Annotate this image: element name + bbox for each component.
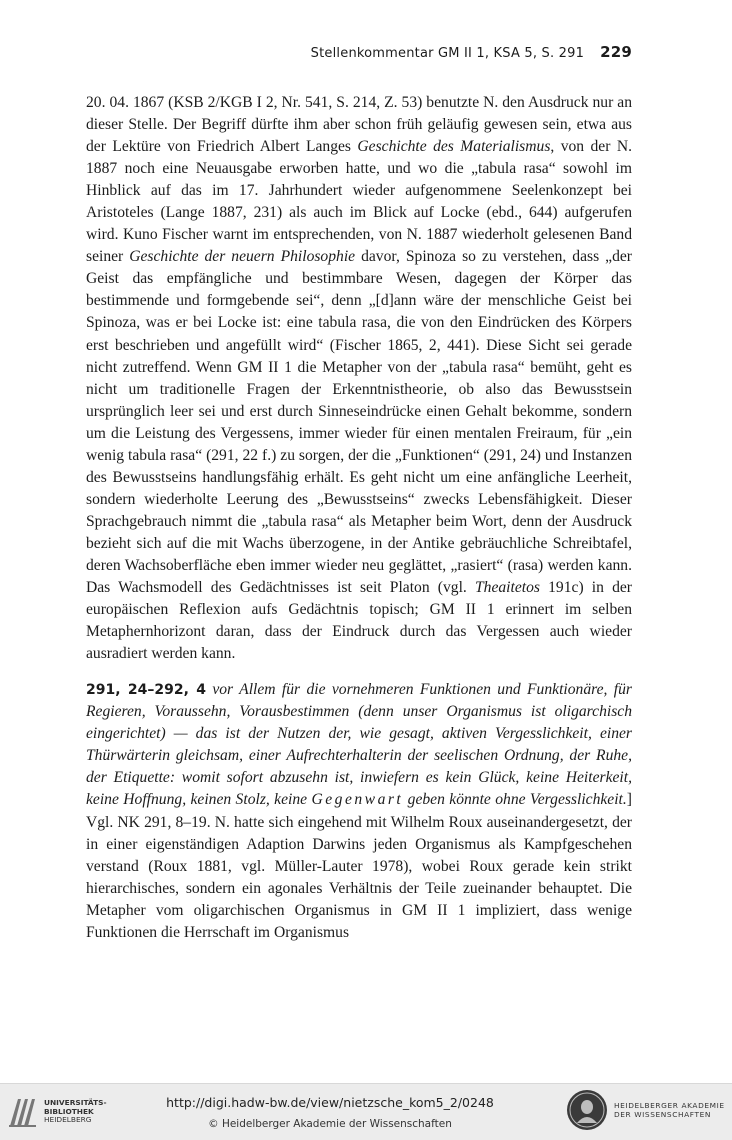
main-text [86, 92, 632, 944]
text-run: 20. 04. 1867 (KSB 2/KGB I 2, Nr. 541, S. 214, Z. 53) benutzte N. den Ausdruck nur an dieser Stelle. Der Begriff dürfte ihm aber schon früh geläufig gewesen sein, etwa aus der Lektüre von Friedrich Albert Langes [86, 94, 632, 156]
book-title: Geschichte der neuern Philosophie [129, 248, 356, 266]
page-number: 229 [600, 43, 632, 61]
lemma-quote [86, 681, 632, 808]
paragraph-tabula-rasa [86, 92, 632, 665]
academy-seal-icon [566, 1089, 608, 1131]
spaced-word: Gegenwart [311, 791, 404, 809]
text-run: , von der N. 1887 noch eine Neuausgabe erworben hatte, und wo die „tabula rasa“ sowohl im Hinblick auf das im 17. Jahrhundert wieder aufgenommene Seelenkonzept bei Aristoteles (Lange 1887, 231) als auch im Blick auf Locke (ebd., 644) aufgerufen wird. Kuno Fischer warnt im entsprechenden, von N. 1887 wiederholt gelesenen Band seiner [86, 138, 632, 266]
book-title: Geschichte des Materialismus [357, 138, 551, 156]
footer-bar [0, 1083, 732, 1140]
library-name-line: BIBLIOTHEK [44, 1106, 94, 1116]
academy-name-line: HEIDELBERGER AKADEMIE [614, 1101, 725, 1110]
text-run: ] Vgl. NK 291, 8–19. N. hatte sich eingehend mit Wilhelm Roux auseinandergesetzt, der in einer eigenständigen Adaption Darwins jeden Organismus als Kampfgeschehen verstand (Roux 1881, vgl. Müller-Lauter 1978), wobei Roux gerade kein strikt hierarchisches, sondern ein agonales Verhältnis der Teile zueinander behauptet. Die Metapher vom oligarchischen Organismus in GM II 1 impliziert, dass wenige Funktionen die Herrschaft im Organismus [86, 791, 632, 941]
library-logo [8, 1096, 107, 1128]
lemma-text: vor Allem für die vornehmeren Funktionen und Funktionäre, für Regieren, Voraussehn, Vorausbestimmen (denn unser Organismus ist oligarchisch eingerichtet) — das ist der Nutzen der, wie gesagt, aktiven Vergesslichkeit, einer Thürwärterin gleichsam, einer Aufrechterhalterin der seelischen Ordnung, der Ruhe, der Etiquette: womit sofort abzusehn ist, inwiefern es kein Glück, keine Heiterkeit, keine Hoffnung, keinen Stolz, keine [86, 681, 632, 809]
academy-name [614, 1101, 725, 1119]
paragraph-lemma-comment [86, 679, 632, 944]
source-url-link[interactable]: http://digi.hadw-bw.de/view/nietzsche_kom5_2/0248 [166, 1095, 494, 1110]
lemma-reference: 291, 24–292, 4 [86, 682, 206, 699]
academy-name-line: DER WISSENSCHAFTEN [614, 1110, 712, 1119]
copyright-notice: © Heidelberger Akademie der Wissenschaften [208, 1118, 452, 1130]
library-emblem-icon [8, 1096, 38, 1128]
running-head [86, 43, 632, 61]
text-run: 191c) in der europäischen Reflexion aufs Gedächtnis topisch; GM II 1 erinnert im selben Metaphernhorizont daran, dass der Eindruck durch das Vergessen auch wieder ausradiert werden kann. [86, 579, 632, 663]
lemma-text: geben könnte ohne Vergesslichkeit. [403, 791, 627, 809]
running-title: Stellenkommentar GM II 1, KSA 5, S. 291 [310, 46, 585, 61]
text-run: davor, Spinoza so zu verstehen, dass „der Geist das empfängliche und bestimmbare Wesen, dagegen der Körper das bestimmende und formgebende sei“, denn „[d]ann wäre der menschliche Geist bei Spinoza, was er bei Locke ist: eine tabula rasa, die von den Eindrücken des Körpers erst beschrieben und angefüllt wird“ (Fischer 1865, 2, 441). Diese Sicht sei gerade nicht zutreffend. Wenn GM II 1 die Metapher von der „tabula rasa“ bemüht, geht es nicht um traditionelle Fragen der Erkenntnistheorie, ob also das Bewusstsein ursprünglich leer sei und erst durch Sinneseindrücke einen Gehalt bekomme, sondern um die Leistung des Vergessens, immer wieder für einen mentalen Freiraum, für „ein wenig tabula rasa“ (291, 22 f.) zu sorgen, der die „Funktionen“ (291, 24) und Instanzen des Bewusstseins handlungsfähig erhält. Es geht nicht um eine anfängliche Leerheit, sondern wiederholte Leerung des „Bewusstseins“ zwecks Lebensfähigkeit. Dieser Sprachgebrauch nimmt die „tabula rasa“ als Metapher beim Wort, denn der Ausdruck bezieht sich auf die mit Wachs überzogene, in der Antike gebräuchliche Schreibtafel, deren Wachsoberfläche eben immer wieder neu geglättet, „rasiert“ (rasa) werden kann. Das Wachsmodell des Gedächtnisses ist seit Platon (vgl. [86, 248, 632, 597]
library-name-line: UNIVERSITÄTS- [44, 1098, 107, 1108]
library-name [44, 1099, 107, 1125]
academy-logo [566, 1089, 725, 1131]
library-name-line: HEIDELBERG [44, 1115, 92, 1125]
book-title: Theaitetos [474, 579, 540, 597]
